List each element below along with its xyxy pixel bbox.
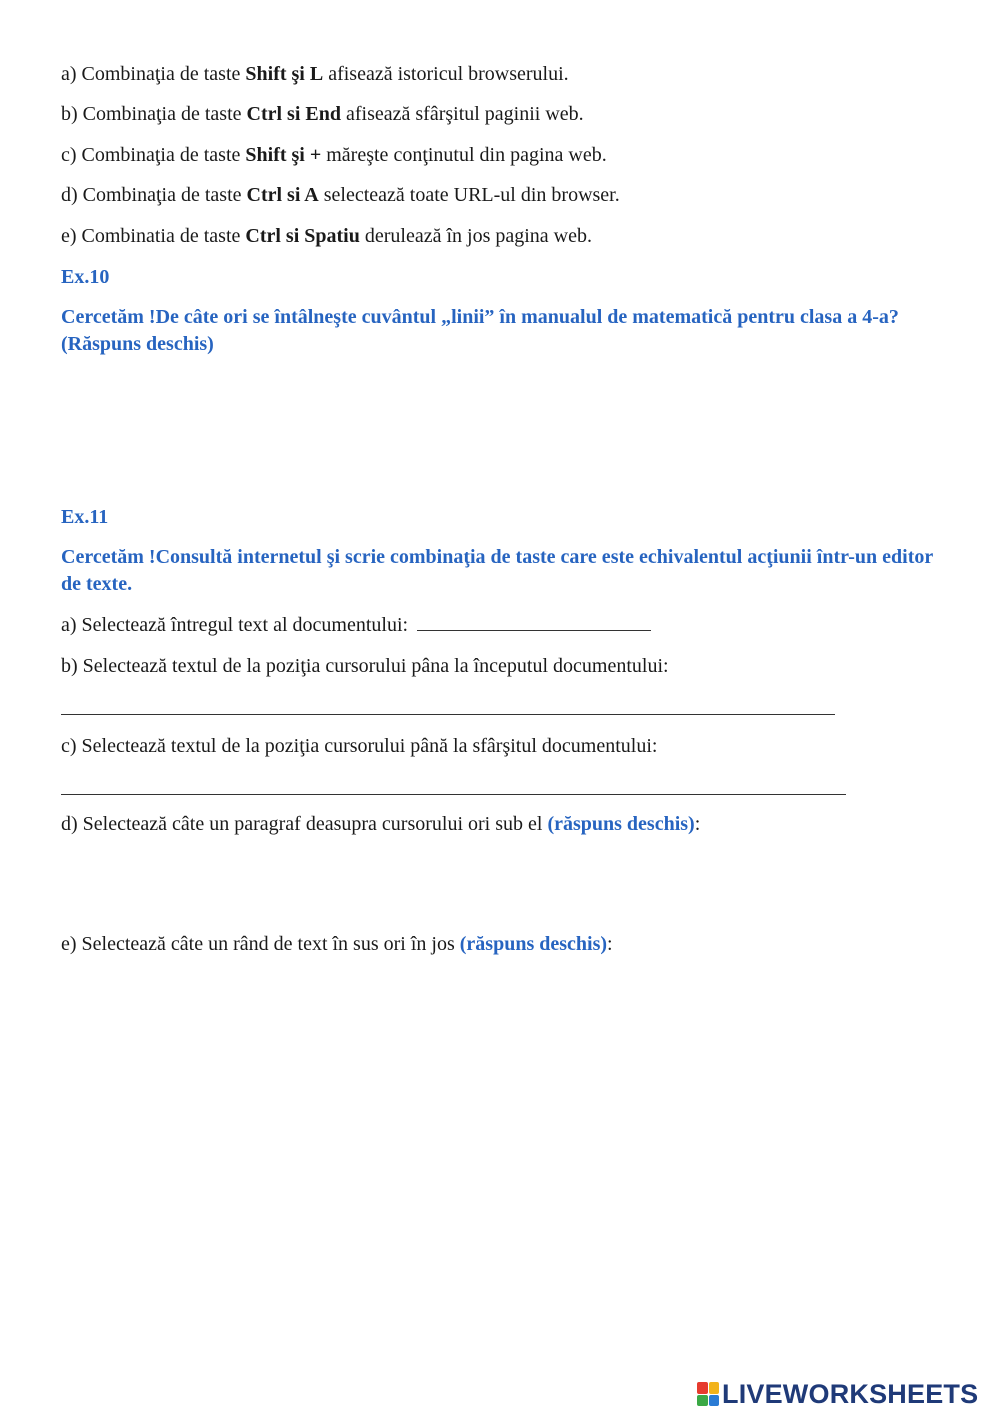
ex10-prompt: Cercetăm !De câte ori se întâlneşte cuvântul „linii” în manualul de matematică pentru clasa a 4-a? (Răspuns deschis)	[61, 306, 899, 355]
ex11-item-a: a) Selectează întregul text al documentului:	[61, 612, 651, 638]
liveworksheets-logo	[697, 1378, 978, 1410]
ex11-item-c: c) Selectează textul de la poziţia cursorului până la sfârşitul documentului:	[61, 735, 658, 757]
logo-square-red	[697, 1382, 708, 1394]
logo-icon	[697, 1382, 719, 1406]
ex11-title: Ex.11	[61, 506, 109, 528]
statement-b: b) Combinaţia de taste Ctrl si End afisează sfârşitul paginii web.	[61, 103, 584, 125]
ex11-item-b: b) Selectează textul de la poziţia cursorului pâna la începutul documentului:	[61, 655, 669, 677]
ex11-item-d: d) Selectează câte un paragraf deasupra cursorului ori sub el (răspuns deschis):	[61, 813, 701, 835]
ex10-title: Ex.10	[61, 266, 110, 288]
answer-line-b[interactable]	[61, 714, 835, 715]
statement-e: e) Combinatia de taste Ctrl si Spatiu derulează în jos pagina web.	[61, 225, 592, 247]
logo-square-yellow	[709, 1382, 720, 1394]
logo-text: LIVEWORKSHEETS	[722, 1378, 979, 1409]
logo-square-green	[697, 1395, 708, 1407]
logo-square-blue	[709, 1395, 720, 1407]
ex11-item-e: e) Selectează câte un rând de text în sus ori în jos (răspuns deschis):	[61, 933, 613, 955]
ex11-prompt: Cercetăm !Consultă internetul şi scrie combinaţia de taste care este echivalentul acţiunii într-un editor de texte.	[61, 546, 933, 595]
statement-a: a) Combinaţia de taste Shift şi L afisează istoricul browserului.	[61, 63, 569, 85]
statement-d: d) Combinaţia de taste Ctrl si A selectează toate URL-ul din browser.	[61, 184, 620, 206]
answer-line-c[interactable]	[61, 794, 846, 795]
statement-c: c) Combinaţia de taste Shift şi + măreşte conţinutul din pagina web.	[61, 144, 607, 166]
answer-blank-a[interactable]	[417, 612, 651, 631]
